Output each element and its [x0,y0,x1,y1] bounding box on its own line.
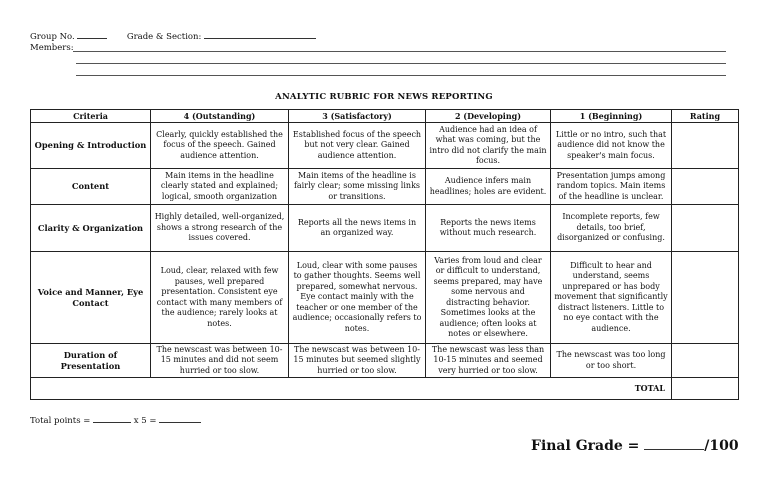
members-blank-2[interactable] [76,63,726,64]
criteria-cell: Content [31,169,151,205]
criteria-header: Criteria [31,110,151,123]
group-number-field[interactable] [30,30,316,42]
rating-cell[interactable] [672,169,739,205]
rating-cell[interactable] [672,344,739,378]
descriptor-cell: The newscast was less than 10-15 minutes and seemed very hurried or too slow. [426,344,551,378]
criteria-cell: Duration of Presentation [31,344,151,378]
table-row [31,123,739,169]
descriptor-cell: Highly detailed, well-organized, shows a strong research of the issues covered. [151,205,289,252]
descriptor-cell: Clearly, quickly established the focus of the speech. Gained audience attention. [151,123,289,169]
descriptor-cell: Main items of the headline is fairly clear; some missing links or transitions. [289,169,426,205]
table-row [31,169,739,205]
total-points-field [30,414,201,426]
descriptor-cell: Loud, clear, relaxed with few pauses, well prepared presentation. Consistent eye contact with many members of the audience; rarely looks at notes. [151,252,289,344]
table-row [31,205,739,252]
members-blank-3[interactable] [76,75,726,76]
descriptor-cell: Main items in the headline clearly stated and explained; logical, smooth organization [151,169,289,205]
descriptor-cell: Audience had an idea of what was coming, but the intro did not clarify the main focus. [426,123,551,169]
final-grade-field [531,438,739,454]
developing-header: 2 (Developing) [426,110,551,123]
final-grade-label: Final Grade = [531,438,640,454]
descriptor-cell: The newscast was too long or too short. [551,344,672,378]
descriptor-cell: The newscast was between 10-15 minutes and did not seem hurried or too slow. [151,344,289,378]
members-field[interactable] [30,43,74,53]
rubric-header-row [31,110,739,123]
descriptor-cell: Reports the news items without much research. [426,205,551,252]
final-grade-suffix: /100 [704,438,739,454]
descriptor-cell: Little or no intro, such that audience did not know the speaker's main focus. [551,123,672,169]
rating-cell[interactable] [672,123,739,169]
rubric-title: ANALYTIC RUBRIC FOR NEWS REPORTING [275,92,493,102]
rating-header: Rating [672,110,739,123]
grade-section-label: Grade & Section: [126,32,202,42]
members-label: Members: [30,43,74,53]
descriptor-cell: Audience infers main headlines; holes are evident. [426,169,551,205]
group-number-blank[interactable] [77,30,107,39]
descriptor-cell: Reports all the news items in an organized way. [289,205,426,252]
members-blank-1[interactable] [73,51,726,52]
total-points-label: Total points = [30,416,91,426]
total-row [31,378,739,400]
criteria-cell: Clarity & Organization [31,205,151,252]
criteria-cell: Voice and Manner, Eye Contact [31,252,151,344]
rubric-table [30,109,739,400]
beginning-header: 1 (Beginning) [551,110,672,123]
descriptor-cell: Difficult to hear and understand, seems unprepared or has body movement that significantly distract listeners. Little to no eye contact with the audience. [551,252,672,344]
table-row [31,252,739,344]
group-number-label: Group No. [30,32,75,42]
descriptor-cell: The newscast was between 10-15 minutes but seemed slightly hurried or too slow. [289,344,426,378]
descriptor-cell: Varies from loud and clear or difficult to understand, seems prepared, may have some nervous and distracting behavior. Sometimes looks at the audience; often looks at notes or elsewhere. [426,252,551,344]
computed-points-blank[interactable] [159,414,201,423]
descriptor-cell: Established focus of the speech but not very clear. Gained audience attention. [289,123,426,169]
descriptor-cell: Presentation jumps among random topics. Main items of the headline is unclear. [551,169,672,205]
descriptor-cell: Loud, clear with some pauses to gather thoughts. Seems well prepared, somewhat nervous. Eye contact mainly with the teacher or one member of the audience; occasionally refers to notes. [289,252,426,344]
descriptor-cell: Incomplete reports, few details, too brief, disorganized or confusing. [551,205,672,252]
total-points-blank[interactable] [93,414,131,423]
final-grade-blank[interactable] [644,438,704,450]
criteria-cell: Opening & Introduction [31,123,151,169]
total-rating-cell[interactable] [672,378,739,400]
rating-cell[interactable] [672,252,739,344]
outstanding-header: 4 (Outstanding) [151,110,289,123]
multiplier-label: x 5 = [133,416,157,426]
rating-cell[interactable] [672,205,739,252]
table-row [31,344,739,378]
grade-section-blank[interactable] [204,30,316,39]
satisfactory-header: 3 (Satisfactory) [289,110,426,123]
total-label: TOTAL [31,378,672,400]
